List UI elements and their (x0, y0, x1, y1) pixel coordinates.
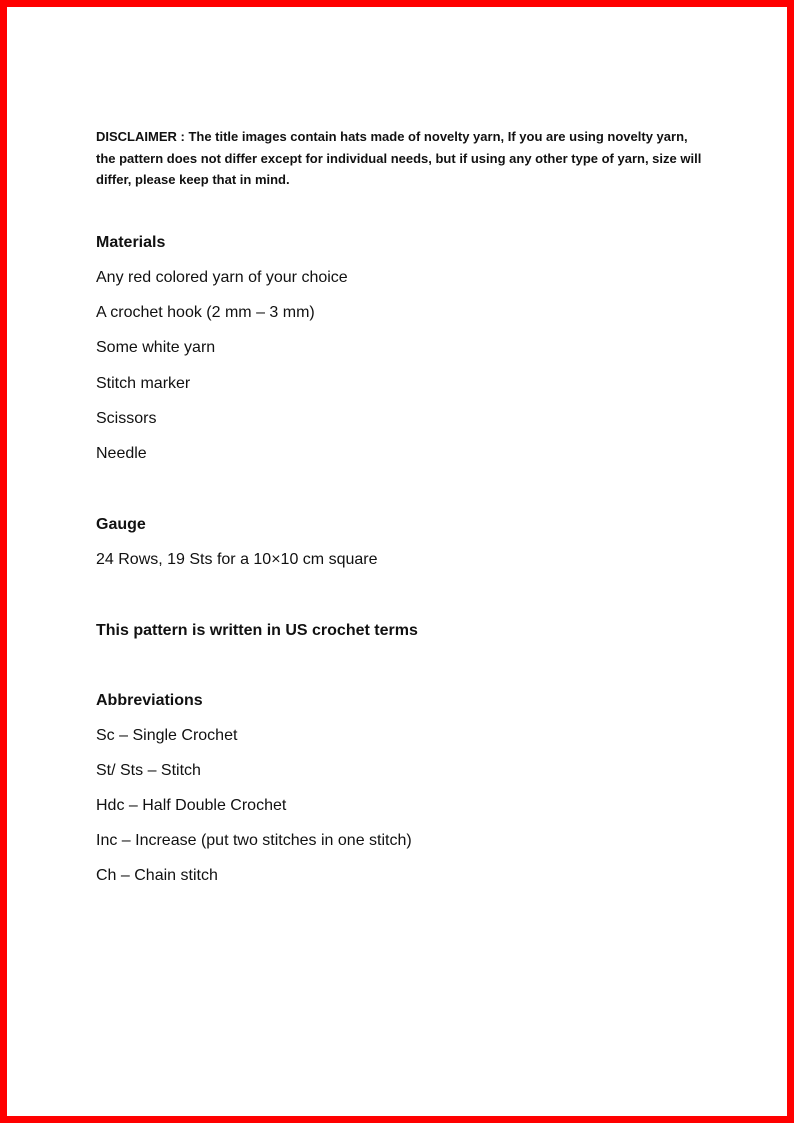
material-item: Some white yarn (96, 339, 216, 357)
abbreviation-item: Hdc – Half Double Crochet (96, 797, 287, 814)
material-item: A crochet hook (2 mm – 3 mm) (96, 304, 315, 322)
gauge-text: 24 Rows, 19 Sts for a 10×10 cm square (96, 551, 378, 568)
terms-section (96, 620, 716, 655)
materials-heading: Materials (96, 234, 166, 251)
abbreviation-item: Ch – Chain stitch (96, 867, 218, 884)
abbreviations-section (96, 690, 716, 900)
material-item: Any red colored yarn of your choice (96, 269, 348, 286)
abbreviations-heading: Abbreviations (96, 692, 203, 709)
material-item: Stitch marker (96, 374, 191, 392)
terms-note: This pattern is written in US crochet terms (96, 622, 418, 639)
disclaimer-block (96, 126, 706, 191)
material-item: Scissors (96, 409, 157, 427)
materials-section (96, 232, 716, 478)
gauge-section (96, 514, 716, 584)
abbreviation-item: St/ Sts – Stitch (96, 762, 201, 779)
abbreviation-item: Sc – Single Crochet (96, 727, 238, 744)
material-item: Needle (96, 444, 147, 462)
disclaimer-text: DISCLAIMER : The title images contain hats made of novelty yarn, If you are using novelty yarn, the pattern does not differ except for individual needs, but if using any other type of yarn, size will differ, please keep that in mind. (96, 129, 702, 187)
abbreviation-item: Inc – Increase (put two stitches in one stitch) (96, 832, 412, 849)
gauge-heading: Gauge (96, 516, 146, 533)
